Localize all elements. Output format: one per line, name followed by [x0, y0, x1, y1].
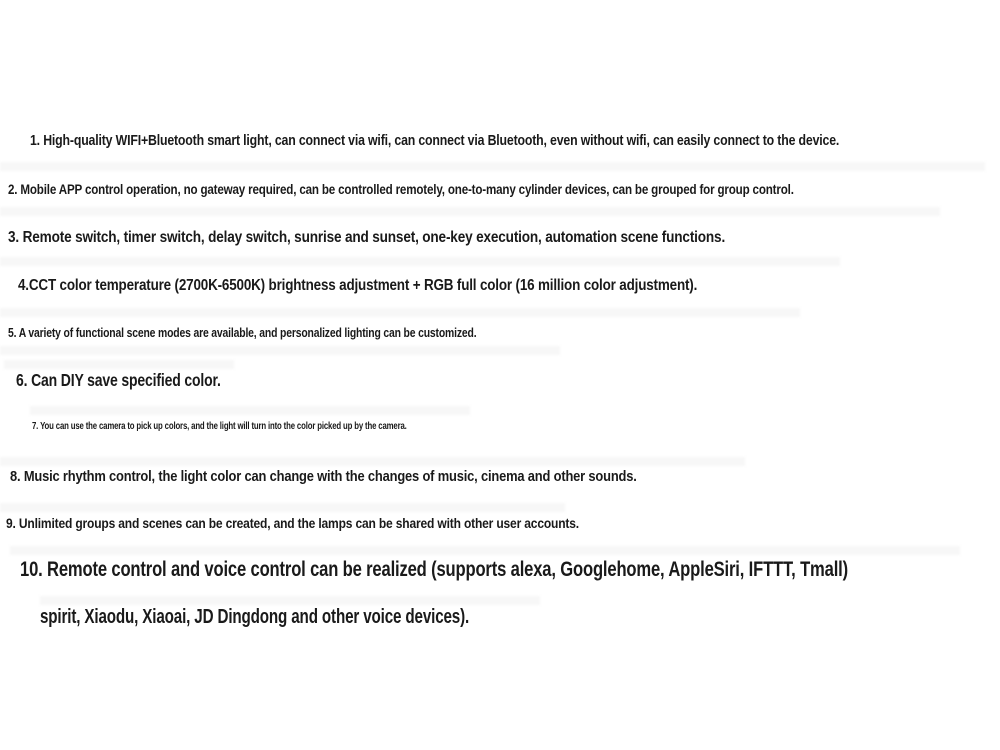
feature-item-1: 1. High-quality WIFI+Bluetooth smart light, can connect via wifi, can connect via Bluetooth, even without wifi, can easily connect to the device. [30, 133, 840, 149]
feature-item-2: 2. Mobile APP control operation, no gateway required, can be controlled remotely, one-to-many cylinder devices, can be grouped for group control. [8, 182, 794, 197]
ghost-text-artifact [4, 360, 234, 369]
feature-item-8: 8. Music rhythm control, the light color can change with the changes of music, cinema and other sounds. [10, 468, 637, 485]
feature-item-6: 6. Can DIY save specified color. [16, 370, 221, 390]
feature-item-3: 3. Remote switch, timer switch, delay switch, sunrise and sunset, one-key execution, automation scene functions. [8, 229, 726, 246]
feature-item-7: 7. You can use the camera to pick up colors, and the light will turn into the color picked up by the camera. [32, 421, 407, 432]
ghost-text-artifact [0, 457, 745, 466]
feature-item-9: 9. Unlimited groups and scenes can be created, and the lamps can be shared with other user accounts. [6, 515, 579, 531]
ghost-text-artifact [0, 503, 565, 512]
feature-item-5: 5. A variety of functional scene modes are available, and personalized lighting can be customized. [8, 325, 477, 340]
ghost-text-artifact [0, 346, 560, 355]
ghost-text-artifact [30, 406, 470, 415]
feature-item-10: 10. Remote control and voice control can be realized (supports alexa, Googlehome, AppleSiri, IFTTT, Tmall) [20, 558, 848, 581]
ghost-text-artifact [0, 162, 985, 171]
feature-item-10-continued: spirit, Xiaodu, Xiaoai, JD Dingdong and other voice devices). [40, 606, 470, 628]
ghost-text-artifact [40, 596, 540, 605]
ghost-text-artifact [0, 308, 800, 317]
ghost-text-artifact [0, 257, 840, 266]
ghost-text-artifact [0, 207, 940, 216]
ghost-text-artifact [10, 546, 960, 555]
feature-item-4: 4.CCT color temperature (2700K-6500K) brightness adjustment + RGB full color (16 million color adjustment). [18, 277, 698, 294]
